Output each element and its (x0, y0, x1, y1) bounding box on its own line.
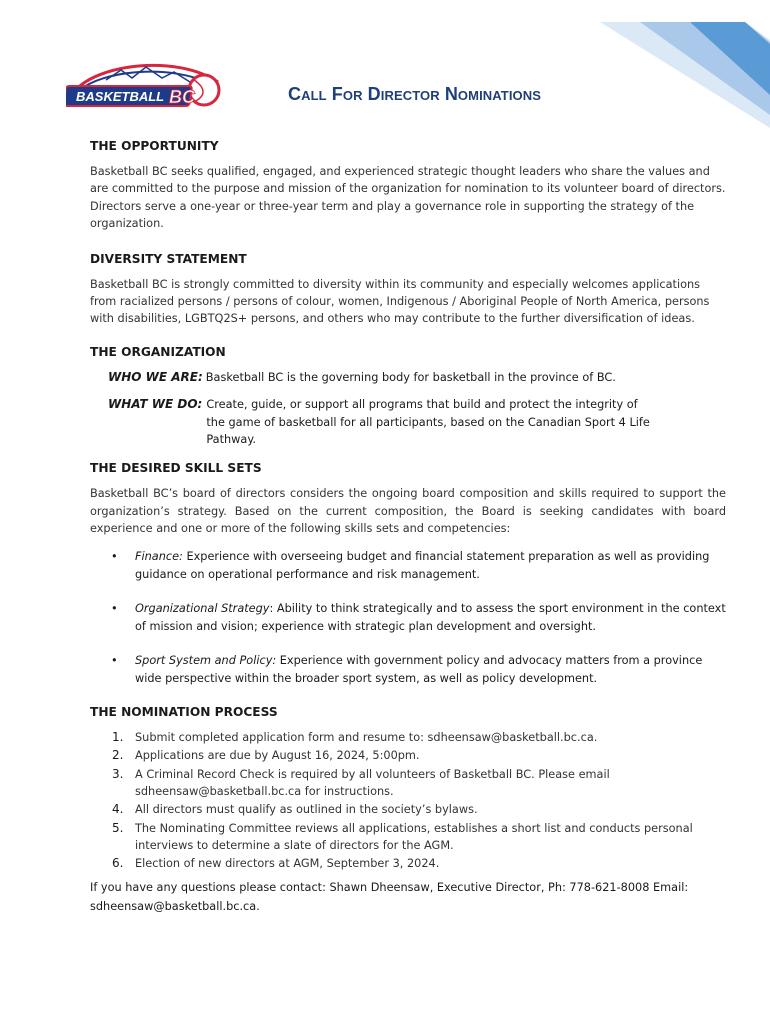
step-number: 1. (112, 729, 124, 744)
nomination-section (90, 704, 726, 917)
diversity-heading: DIVERSITY STATEMENT (90, 251, 247, 266)
skills-intro: Basketball BC’s board of directors considers the ongoing board composition and skills required to support the organization’s strategy. Based on the current composition, the Board is seeking candidates with board experience and one or more of the following skills sets and competencies: (90, 487, 726, 536)
skill-name: Sport System and Policy: (135, 653, 277, 667)
skills-list (90, 548, 726, 689)
skill-text: Experience with overseeing budget and financial statement preparation as well as providing guidance on operational performance and risk management. (135, 549, 710, 582)
contact-text: If you have any questions please contact: Shawn Dheensaw, Executive Director, Ph: 778-621-8008 Email: sdheensaw@basketball.bc.ca. (90, 881, 689, 914)
step-text: Applications are due by August 16, 2024, 5:00pm. (135, 749, 420, 763)
who-we-are-label: WHO WE ARE: (108, 369, 203, 384)
list-item (90, 652, 726, 689)
what-we-do (108, 396, 726, 448)
basketball-bc-logo (66, 58, 226, 114)
document-body (90, 138, 726, 932)
step-number: 2. (112, 748, 124, 763)
step-text: All directors must qualify as outlined in the society’s bylaws. (135, 803, 478, 817)
list-item (90, 766, 726, 800)
opportunity-section (90, 138, 726, 233)
list-item (90, 855, 726, 872)
diversity-section (90, 251, 726, 328)
nomination-heading: THE NOMINATION PROCESS (90, 704, 278, 719)
organization-section (90, 344, 726, 449)
document-title: Call For Director Nominations (288, 84, 542, 104)
svg-text:BC: BC (169, 87, 195, 107)
bullet-icon: • (111, 601, 118, 615)
step-number: 4. (112, 802, 124, 817)
who-we-are (108, 369, 726, 386)
list-item (90, 747, 726, 764)
step-number: 6. (112, 856, 124, 871)
step-text: Submit completed application form and resume to: sdheensaw@basketball.bc.ca. (135, 730, 598, 744)
bullet-icon: • (111, 653, 118, 667)
list-item (90, 548, 726, 585)
opportunity-text: Basketball BC seeks qualified, engaged, and experienced strategic thought leaders who share the values and are committed to the purpose and mission of the organization for nomination to its volunteer board of directors. Directors serve a one-year or three-year term and play a governance role in supporting the strategy of the organization. (90, 165, 726, 231)
skill-name: Finance: (135, 549, 183, 563)
skills-heading: THE DESIRED SKILL SETS (90, 461, 262, 476)
opportunity-heading: THE OPPORTUNITY (90, 139, 219, 153)
bullet-icon: • (111, 549, 118, 563)
what-we-do-text: Create, guide, or support all programs that build and protect the integrity of the game of basketball for all participants, based on the Canadian Sport 4 Life Pathway. (206, 398, 650, 447)
step-number: 5. (112, 820, 124, 835)
skill-name: Organizational Strategy (135, 601, 270, 615)
nomination-steps (90, 729, 726, 873)
step-text: The Nominating Committee reviews all applications, establishes a short list and conducts personal interviews to determine a slate of directors for the AGM. (135, 821, 693, 852)
who-we-are-text: Basketball BC is the governing body for basketball in the province of BC. (205, 370, 616, 384)
list-item (90, 801, 726, 818)
step-text: Election of new directors at AGM, September 3, 2024. (135, 857, 440, 871)
skills-section (90, 460, 726, 688)
what-we-do-label: WHAT WE DO: (108, 397, 203, 412)
diversity-text: Basketball BC is strongly committed to diversity within its community and especially welcomes applications from racialized persons / persons of colour, women, Indigenous / Aboriginal People of North America, persons with disabilities, LGBTQ2S+ persons, and others who may contribute to the further diversification of ideas. (90, 277, 710, 326)
list-item (90, 820, 726, 854)
skill-text: : Ability to think strategically and to assess the sport environment in the context of mission and vision; experience with strategic plan development and oversight. (135, 601, 726, 634)
step-text: A Criminal Record Check is required by all volunteers of Basketball BC. Please email sdheensaw@basketball.bc.ca for instructions. (135, 767, 610, 798)
skill-text: Experience with government policy and advocacy matters from a province wide perspective within the broader sport system, as well as policy development. (135, 653, 703, 686)
list-item (90, 600, 726, 637)
list-item (90, 729, 726, 746)
organization-heading: THE ORGANIZATION (90, 344, 226, 359)
step-number: 3. (112, 766, 124, 781)
svg-text:BASKETBALL: BASKETBALL (76, 89, 165, 104)
